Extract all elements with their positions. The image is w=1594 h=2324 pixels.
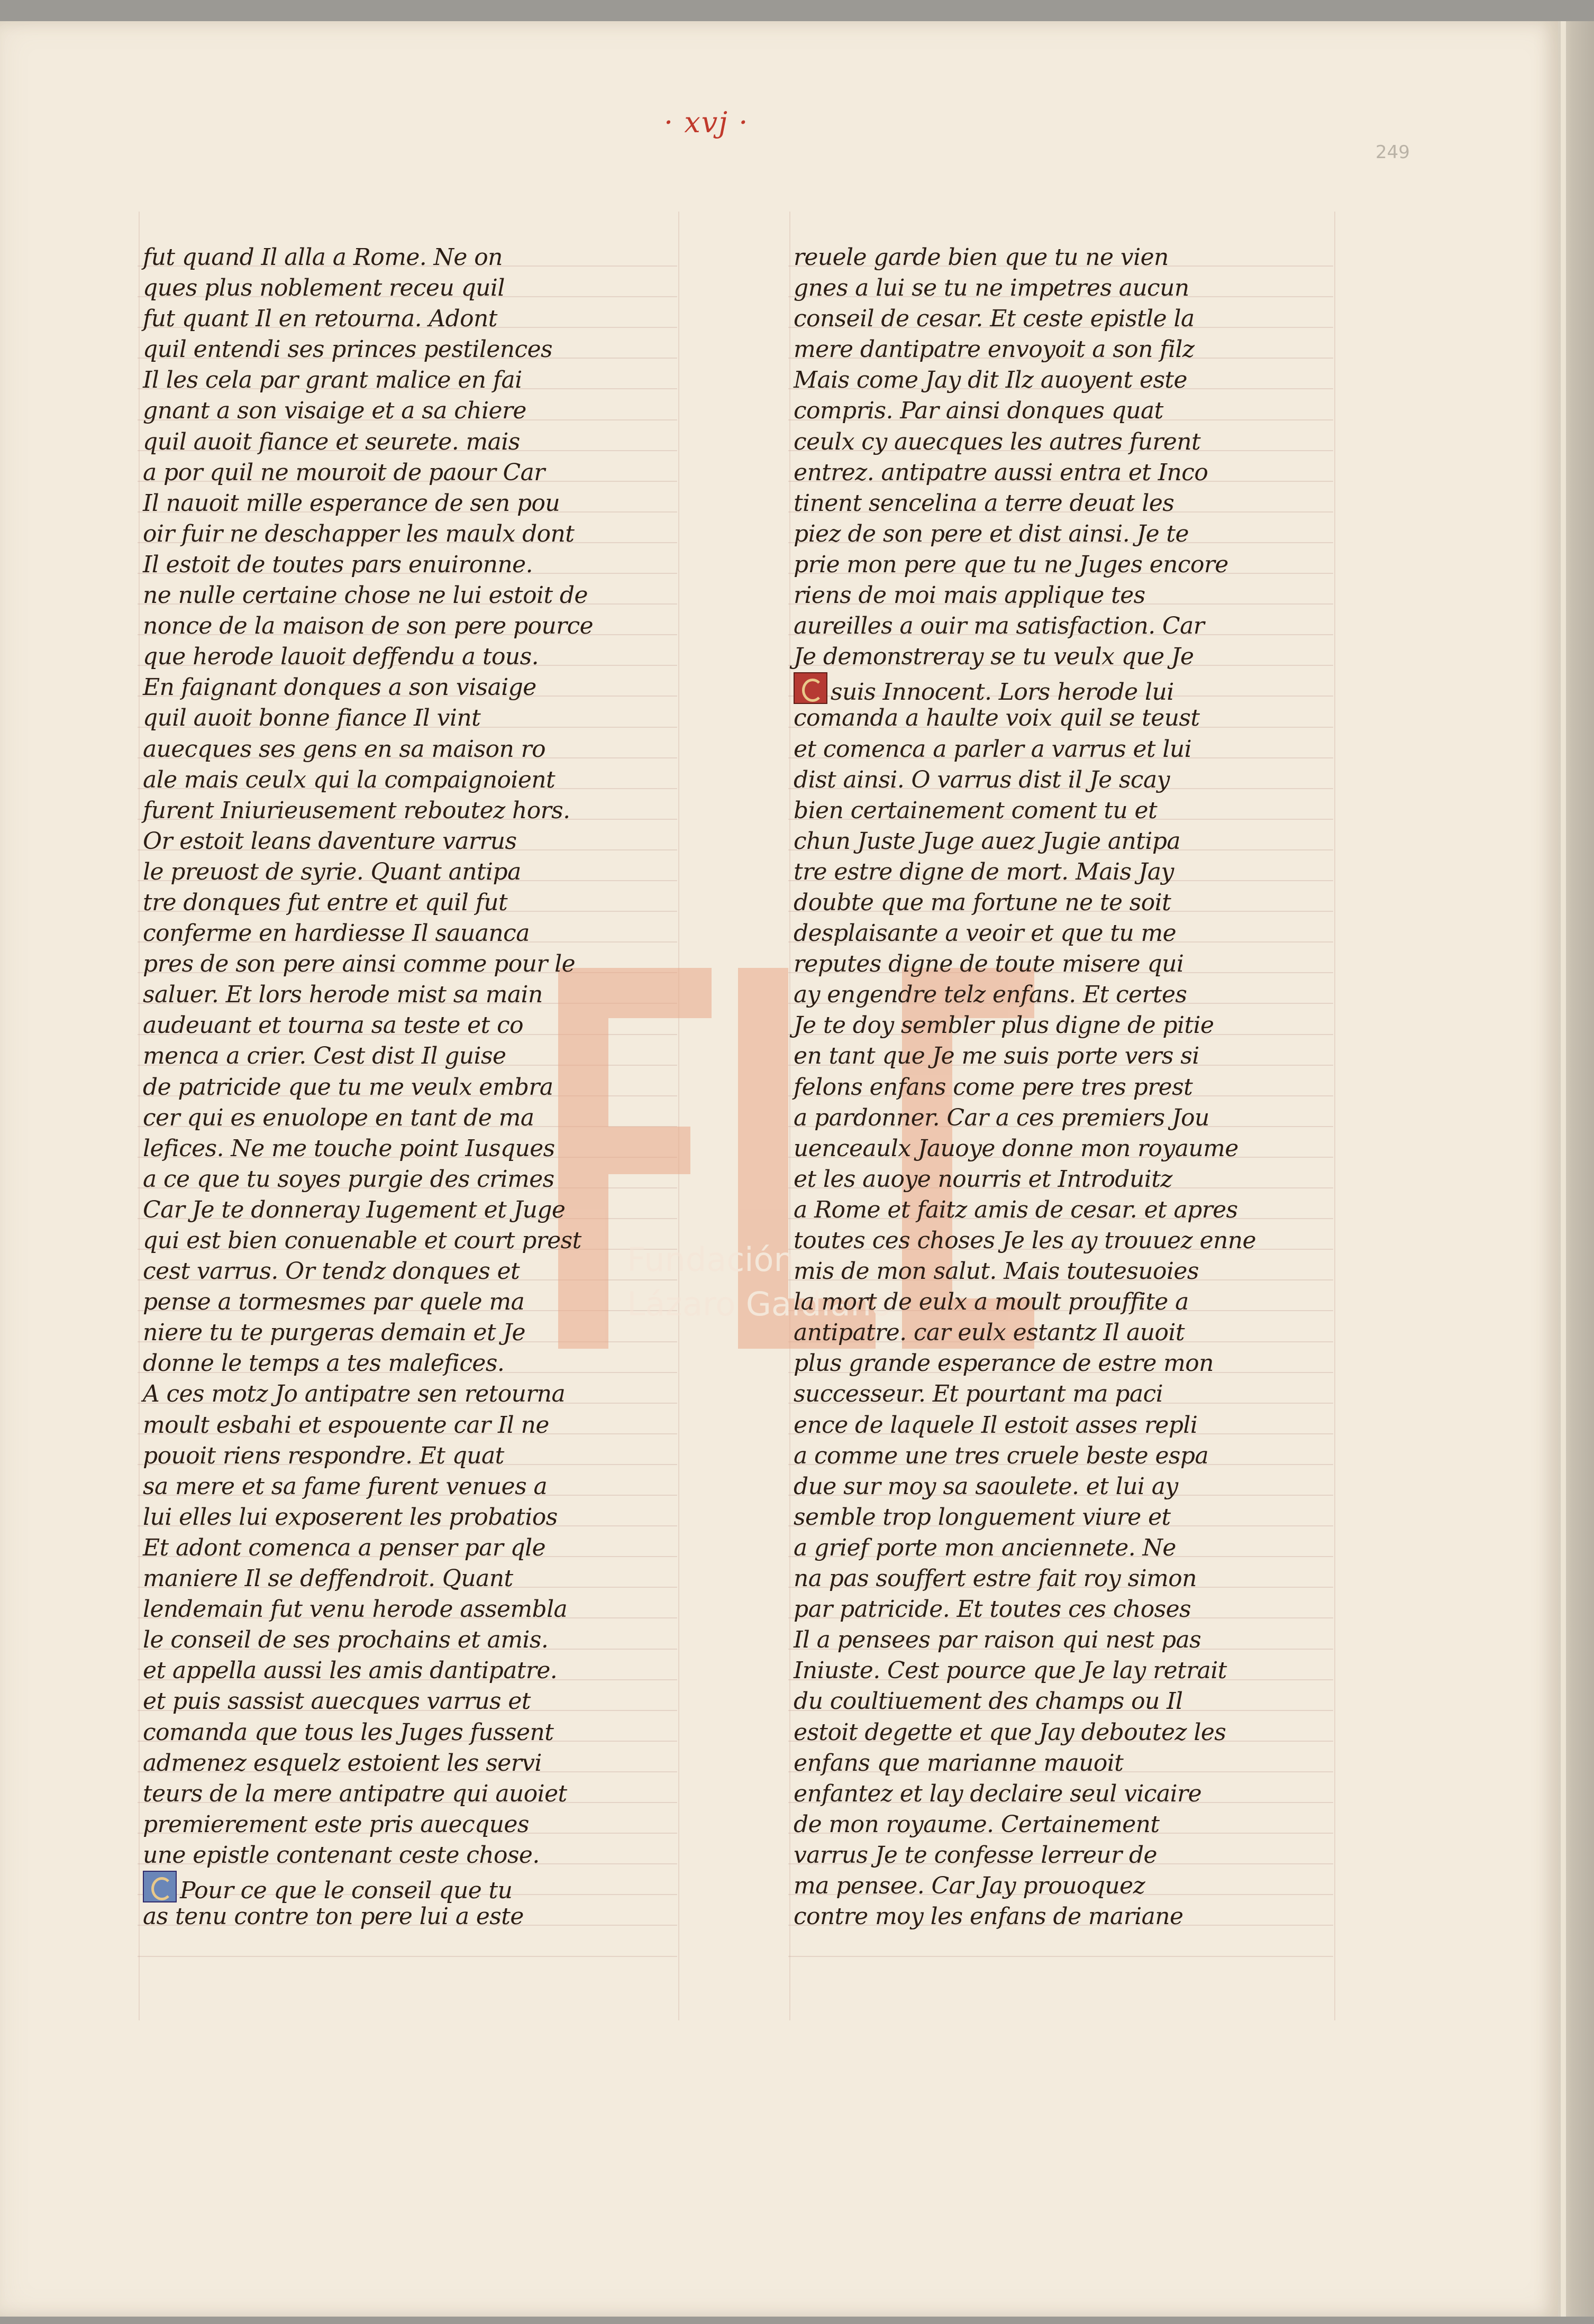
line-text: riens de moi mais applique tes — [794, 582, 1145, 609]
line-text: uenceaulx Jauoye donne mon royaume — [794, 1134, 1238, 1162]
line-text: et les auoye nourris et Introduitz — [794, 1165, 1172, 1193]
column-ruling — [1334, 212, 1335, 2020]
line-text: lendemain fut venu herode assembla — [143, 1596, 568, 1623]
line-text: conseil de cesar. Et ceste epistle la — [794, 305, 1195, 333]
manuscript-line — [143, 458, 672, 488]
manuscript-line — [143, 334, 672, 365]
manuscript-line — [143, 1563, 672, 1594]
manuscript-line — [143, 1533, 672, 1563]
line-text: audeuant et tourna sa teste et co — [143, 1012, 524, 1039]
line-text: chun Juste Juge auez Jugie antipa — [794, 827, 1181, 855]
line-text: comanda a haulte voix quil se teust — [794, 704, 1200, 732]
line-text: pres de son pere ainsi comme pour le — [143, 950, 576, 978]
manuscript-line — [794, 672, 1328, 706]
manuscript-line — [794, 1748, 1328, 1779]
line-text: Il a pensees par raison qui nest pas — [794, 1626, 1201, 1654]
line-text: gnes a lui se tu ne impetres aucun — [794, 275, 1189, 302]
manuscript-line — [794, 458, 1328, 488]
manuscript-line — [143, 396, 672, 426]
line-text: que herode lauoit deffendu a tous. — [143, 643, 539, 671]
illuminated-initial — [794, 672, 827, 704]
manuscript-line — [794, 887, 1328, 918]
manuscript-line — [794, 1133, 1328, 1164]
line-text: a Rome et faitz amis de cesar. et apres — [794, 1196, 1238, 1223]
line-text: et comenca a parler a varrus et lui — [794, 735, 1192, 763]
line-text: menca a crier. Cest dist Il guise — [143, 1042, 506, 1070]
line-text: ma pensee. Car Jay prouoquez — [794, 1872, 1145, 1899]
line-text: Pour ce que le conseil que tu — [180, 1877, 513, 1904]
line-text: par patricide. Et toutes ces choses — [794, 1596, 1191, 1623]
line-text: enfantez et lay declaire seul vicaire — [794, 1780, 1202, 1807]
manuscript-line — [143, 826, 672, 857]
line-text: et appella aussi les amis dantipatre. — [143, 1657, 558, 1685]
manuscript-line — [794, 980, 1328, 1010]
manuscript-line — [794, 795, 1328, 826]
line-text: Et adont comenca a penser par qle — [143, 1534, 546, 1561]
manuscript-line — [143, 1072, 672, 1103]
line-text: antipatre. car eulx estantz Il auoit — [794, 1319, 1185, 1347]
watermark-line-2: Lázaro Galdiano — [627, 1285, 891, 1323]
manuscript-line — [794, 365, 1328, 396]
line-text: enfans que marianne mauoit — [794, 1749, 1124, 1777]
line-text: ques plus noblement receu quil — [143, 275, 505, 302]
ruling-line — [138, 1956, 677, 1957]
line-text: plus grande esperance de estre mon — [794, 1350, 1214, 1377]
manuscript-line — [143, 642, 672, 672]
manuscript-line — [143, 1195, 672, 1225]
line-text: le preuost de syrie. Quant antipa — [143, 858, 521, 885]
manuscript-line — [143, 1840, 672, 1871]
manuscript-line — [794, 826, 1328, 857]
line-text: Iniuste. Cest pource que Je lay retrait — [794, 1657, 1227, 1685]
manuscript-line — [794, 1410, 1328, 1441]
pencil-folio-number: 249 — [1376, 142, 1410, 163]
manuscript-line — [794, 611, 1328, 642]
manuscript-line — [143, 1901, 672, 1932]
line-text: en tant que Je me suis porte vers si — [794, 1042, 1199, 1070]
line-text: lui elles lui exposerent les probatios — [143, 1503, 558, 1531]
manuscript-line — [794, 1655, 1328, 1686]
manuscript-line — [143, 242, 672, 273]
line-text: quil auoit bonne fiance Il vint — [143, 704, 481, 732]
manuscript-line — [794, 1041, 1328, 1072]
line-text: Il estoit de toutes pars enuironne. — [143, 551, 533, 578]
line-text: tinent sencelina a terre deuat les — [794, 489, 1174, 517]
manuscript-line — [143, 273, 672, 304]
manuscript-line — [794, 765, 1328, 795]
line-text: saluer. Et lors herode mist sa main — [143, 981, 543, 1009]
line-text: ay engendre telz enfans. Et certes — [794, 981, 1187, 1009]
line-text: gnant a son visaige et a sa chiere — [143, 397, 526, 425]
manuscript-line — [794, 1563, 1328, 1594]
manuscript-line — [143, 1625, 672, 1655]
line-text: quil auoit fiance et seurete. mais — [143, 428, 520, 455]
line-text: felons enfans come pere tres prest — [794, 1073, 1193, 1101]
manuscript-line — [794, 427, 1328, 458]
line-text: cest varrus. Or tendz donques et — [143, 1258, 520, 1285]
line-text: lefices. Ne me touche point Iusques — [143, 1134, 555, 1162]
line-text: a comme une tres cruele beste espa — [794, 1442, 1209, 1469]
manuscript-line — [143, 1225, 672, 1256]
manuscript-line — [794, 1686, 1328, 1717]
manuscript-line — [143, 1748, 672, 1779]
line-text: du coultiuement des champs ou Il — [794, 1688, 1183, 1715]
line-text: aureilles a ouir ma satisfaction. Car — [794, 612, 1205, 640]
manuscript-line — [143, 1379, 672, 1410]
manuscript-line — [794, 1441, 1328, 1471]
manuscript-line — [794, 1533, 1328, 1563]
line-text: dist ainsi. O varrus dist il Je scay — [794, 766, 1170, 793]
line-text: toutes ces choses Je les ay trouuez enne — [794, 1227, 1256, 1254]
line-text: na pas souffert estre fait roy simon — [794, 1565, 1197, 1593]
line-text: la mort de eulx a moult prouffite a — [794, 1288, 1189, 1316]
folio-mark: · xvj · — [664, 106, 749, 139]
manuscript-line — [143, 427, 672, 458]
line-text: Or estoit leans daventure varrus — [143, 827, 517, 855]
manuscript-line — [143, 1502, 672, 1533]
line-text: le conseil de ses prochains et amis. — [143, 1626, 549, 1654]
text-column-left — [143, 242, 672, 1932]
line-text: a por quil ne mouroit de paour Car — [143, 459, 545, 486]
line-text: Je te doy sembler plus digne de pitie — [794, 1012, 1214, 1039]
manuscript-line — [794, 519, 1328, 550]
ruling-line — [788, 1956, 1333, 1957]
manuscript-line — [143, 703, 672, 734]
line-text: suis Innocent. Lors herode lui — [831, 679, 1174, 706]
manuscript-line — [143, 1871, 672, 1904]
manuscript-line — [143, 1471, 672, 1502]
line-text: une epistle contenant ceste chose. — [143, 1841, 540, 1869]
manuscript-line — [143, 795, 672, 826]
manuscript-line — [794, 1287, 1328, 1317]
manuscript-line — [794, 334, 1328, 365]
manuscript-line — [794, 857, 1328, 887]
line-text: piez de son pere et dist ainsi. Je te — [794, 520, 1189, 547]
watermark-line-1: Fundación — [627, 1240, 795, 1279]
text-column-right — [794, 242, 1328, 1932]
line-text: successeur. Et pourtant ma paci — [794, 1380, 1163, 1408]
manuscript-line — [794, 242, 1328, 273]
line-text: A ces motz Jo antipatre sen retourna — [143, 1380, 566, 1408]
manuscript-line — [143, 1655, 672, 1686]
line-text: desplaisante a veoir et que tu me — [794, 920, 1177, 947]
line-text: donne le temps a tes malefices. — [143, 1350, 505, 1377]
line-text: Il nauoit mille esperance de sen pou — [143, 489, 560, 517]
line-text: ne nulle certaine chose ne lui estoit de — [143, 582, 588, 609]
line-text: Mais come Jay dit Ilz auoyent este — [794, 367, 1187, 394]
column-ruling — [139, 212, 140, 2020]
line-text: semble trop longuement viure et — [794, 1503, 1171, 1531]
manuscript-line — [143, 1717, 672, 1748]
manuscript-line — [143, 1103, 672, 1133]
page-edge-strip — [1561, 21, 1566, 2317]
manuscript-line — [794, 642, 1328, 672]
manuscript-line — [143, 672, 672, 703]
manuscript-line — [794, 1379, 1328, 1410]
line-text: a pardonner. Car a ces premiers Jou — [794, 1104, 1209, 1131]
manuscript-line — [143, 1010, 672, 1041]
manuscript-line — [794, 1840, 1328, 1871]
line-text: pouoit riens respondre. Et quat — [143, 1442, 504, 1469]
manuscript-line — [794, 488, 1328, 519]
manuscript-line — [794, 1317, 1328, 1348]
line-text: mere dantipatre envoyoit a son filz — [794, 336, 1195, 363]
line-text: furent Iniurieusement reboutez hors. — [143, 797, 570, 824]
line-text: prie mon pere que tu ne Juges encore — [794, 551, 1228, 578]
line-text: de mon royaume. Certainement — [794, 1810, 1160, 1838]
manuscript-line — [143, 1594, 672, 1625]
line-text: Je demonstreray se tu veulx que Je — [794, 643, 1194, 671]
manuscript-page — [0, 21, 1558, 2317]
manuscript-line — [794, 1348, 1328, 1379]
manuscript-line — [143, 1348, 672, 1379]
manuscript-line — [794, 273, 1328, 304]
manuscript-line — [143, 365, 672, 396]
manuscript-line — [143, 857, 672, 887]
line-text: tre estre digne de mort. Mais Jay — [794, 858, 1174, 885]
line-text: as tenu contre ton pere lui a este — [143, 1903, 524, 1930]
line-text: premierement este pris auecques — [143, 1810, 529, 1838]
line-text: pense a tormesmes par quele ma — [143, 1288, 525, 1316]
line-text: a grief porte mon anciennete. Ne — [794, 1534, 1176, 1561]
line-text: estoit degette et que Jay deboutez les — [794, 1718, 1226, 1746]
manuscript-line — [143, 1133, 672, 1164]
manuscript-line — [143, 1779, 672, 1809]
manuscript-line — [143, 1809, 672, 1840]
line-text: qui est bien conuenable et court prest — [143, 1227, 581, 1254]
line-text: tre donques fut entre et quil fut — [143, 889, 508, 916]
line-text: fut quand Il alla a Rome. Ne on — [143, 244, 503, 271]
line-text: Car Je te donneray Iugement et Juge — [143, 1196, 566, 1223]
illuminated-initial — [143, 1871, 177, 1902]
line-text: sa mere et sa fame furent venues a — [143, 1472, 548, 1500]
line-text: ceulx cy auecques les autres furent — [794, 428, 1201, 455]
line-text: reuele garde bien que tu ne vien — [794, 244, 1169, 271]
line-text: doubte que ma fortune ne te soit — [794, 889, 1171, 916]
manuscript-line — [794, 1072, 1328, 1103]
line-text: quil entendi ses princes pestilences — [143, 336, 552, 363]
manuscript-line — [143, 980, 672, 1010]
line-text: nonce de la maison de son pere pource — [143, 612, 594, 640]
line-text: bien certainement coment tu et — [794, 797, 1158, 824]
manuscript-line — [143, 887, 672, 918]
line-text: teurs de la mere antipatre qui auoiet — [143, 1780, 567, 1807]
manuscript-line — [143, 1256, 672, 1287]
manuscript-line — [143, 1317, 672, 1348]
manuscript-line — [794, 1717, 1328, 1748]
line-text: ale mais ceulx qui la compaignoient — [143, 766, 555, 793]
manuscript-line — [143, 734, 672, 765]
line-text: compris. Par ainsi donques quat — [794, 397, 1163, 425]
line-text: cer qui es enuolope en tant de ma — [143, 1104, 534, 1131]
manuscript-line — [143, 949, 672, 980]
manuscript-line — [794, 1779, 1328, 1809]
line-text: entrez. antipatre aussi entra et Inco — [794, 459, 1208, 486]
line-text: niere tu te purgeras demain et Je — [143, 1319, 525, 1347]
manuscript-line — [143, 765, 672, 795]
manuscript-line — [794, 1195, 1328, 1225]
manuscript-line — [794, 1871, 1328, 1901]
line-text: mis de mon salut. Mais toutesuoies — [794, 1258, 1199, 1285]
line-text: conferme en hardiesse Il sauanca — [143, 920, 530, 947]
manuscript-line — [143, 1164, 672, 1195]
manuscript-line — [794, 949, 1328, 980]
line-text: maniere Il se deffendroit. Quant — [143, 1565, 513, 1593]
manuscript-line — [794, 1256, 1328, 1287]
line-text: En faignant donques a son visaige — [143, 674, 536, 701]
line-text: moult esbahi et espouente car Il ne — [143, 1411, 549, 1439]
manuscript-line — [143, 304, 672, 334]
manuscript-line — [794, 734, 1328, 765]
manuscript-line — [794, 1225, 1328, 1256]
manuscript-line — [794, 1901, 1328, 1932]
manuscript-line — [143, 611, 672, 642]
manuscript-line — [794, 550, 1328, 580]
line-text: admenez esquelz estoient les servi — [143, 1749, 542, 1777]
line-text: due sur moy sa saoulete. et lui ay — [794, 1472, 1178, 1500]
manuscript-line — [794, 1010, 1328, 1041]
manuscript-line — [143, 918, 672, 949]
line-text: auecques ses gens en sa maison ro — [143, 735, 545, 763]
line-text: ence de laquele Il estoit asses repli — [794, 1411, 1198, 1439]
manuscript-line — [794, 304, 1328, 334]
manuscript-line — [794, 1471, 1328, 1502]
line-text: varrus Je te confesse lerreur de — [794, 1841, 1157, 1869]
manuscript-line — [794, 396, 1328, 426]
manuscript-line — [143, 1041, 672, 1072]
line-text: et puis sassist auecques varrus et — [143, 1688, 531, 1715]
line-text: a ce que tu soyes purgie des crimes — [143, 1165, 554, 1193]
manuscript-line — [143, 580, 672, 611]
line-text: contre moy les enfans de mariane — [794, 1903, 1183, 1930]
manuscript-line — [794, 1594, 1328, 1625]
manuscript-line — [794, 1625, 1328, 1655]
manuscript-line — [143, 1441, 672, 1471]
manuscript-line — [794, 1103, 1328, 1133]
line-text: Il les cela par grant malice en fai — [143, 367, 522, 394]
manuscript-line — [143, 488, 672, 519]
line-text: comanda que tous les Juges fussent — [143, 1718, 554, 1746]
line-text: de patricide que tu me veulx embra — [143, 1073, 553, 1101]
manuscript-line — [143, 550, 672, 580]
manuscript-line — [143, 1686, 672, 1717]
line-text: fut quant Il en retourna. Adont — [143, 305, 497, 333]
manuscript-line — [143, 519, 672, 550]
manuscript-line — [794, 1502, 1328, 1533]
line-text: oir fuir ne deschapper les maulx dont — [143, 520, 575, 547]
manuscript-line — [794, 580, 1328, 611]
manuscript-line — [143, 1410, 672, 1441]
manuscript-line — [794, 1809, 1328, 1840]
line-text: reputes digne de toute misere qui — [794, 950, 1184, 978]
manuscript-line — [794, 1164, 1328, 1195]
manuscript-line — [794, 918, 1328, 949]
manuscript-line — [794, 703, 1328, 734]
manuscript-line — [143, 1287, 672, 1317]
